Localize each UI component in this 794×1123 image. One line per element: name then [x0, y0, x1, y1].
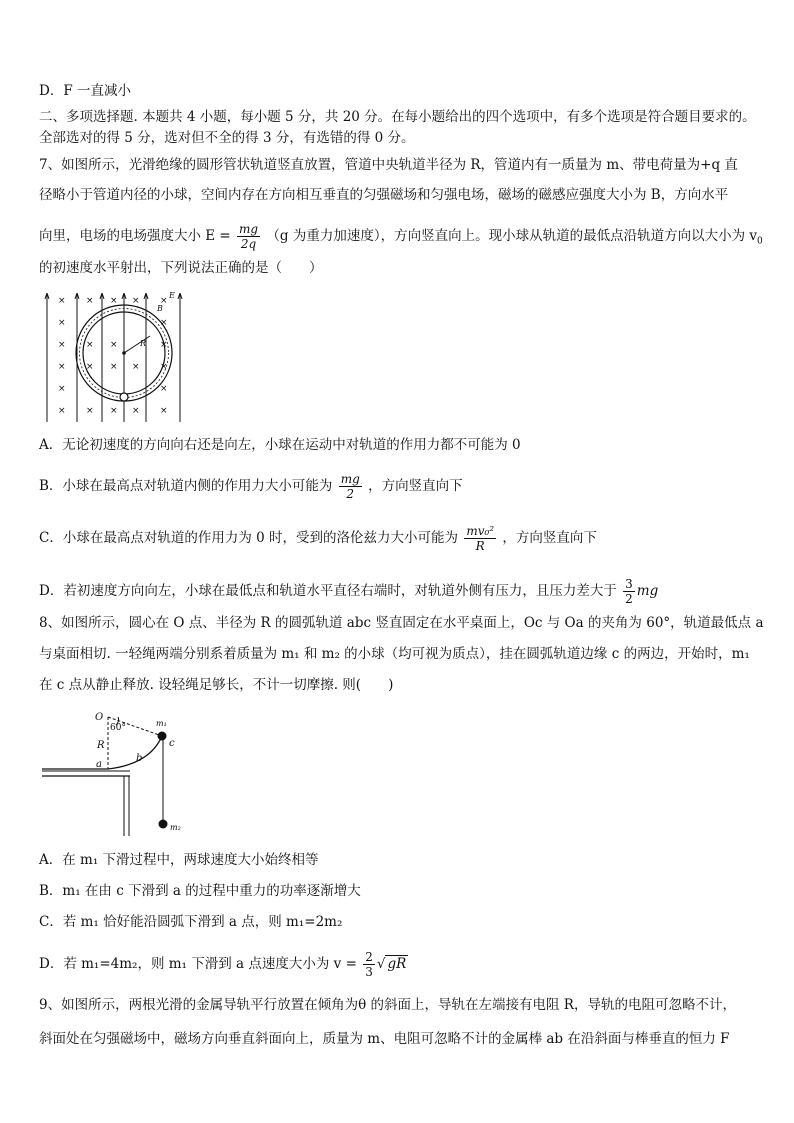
q7-stem-line1: 7、如图所示，光滑绝缘的圆形管状轨道竖直放置，管道中央轨道半径为 R，管道内有一质量为 m、带电荷量为+q 直 — [39, 157, 738, 173]
svg-text:×: × — [160, 296, 168, 306]
q8-stem-line3: 在 c 点从静止释放. 设轻绳足够长，不计一切摩擦. 则( ) — [39, 677, 394, 693]
q7-stem-line2: 径略小于管道内径的小球，空间内存在方向相互垂直的匀强磁场和匀强电场，磁场的磁感应强度大小为 B，方向水平 — [39, 187, 729, 203]
section-header-line2: 全部选对的得 5 分，选对但不全的得 3 分，有选错的得 0 分。 — [39, 130, 415, 146]
svg-text:×: × — [58, 362, 66, 372]
svg-text:×: × — [110, 406, 118, 416]
svg-text:×: × — [110, 340, 118, 350]
svg-text:×: × — [86, 362, 94, 372]
q8-option-c[interactable]: C．若 m₁ 恰好能沿圆弧下滑到 a 点，则 m₁=2m₂ — [39, 914, 343, 930]
q7-option-b[interactable]: B．小球在最高点对轨道内侧的作用力大小可能为 $\frac{mg}{2}$ ，方向竖直向下 — [39, 472, 463, 501]
svg-text:×: × — [58, 296, 66, 306]
q7-stem-line4: 的初速度水平射出，下列说法正确的是（ ） — [39, 260, 323, 276]
q7-option-a[interactable]: A．无论初速度的方向向右还是向左，小球在运动中对轨道的作用力都不可能为 0 — [39, 437, 521, 453]
svg-text:×: × — [160, 318, 168, 328]
prev-option-d: D．F 一直减小 — [39, 83, 131, 99]
label-b: b — [136, 753, 143, 764]
svg-text:×: × — [86, 296, 94, 306]
svg-text:×: × — [160, 340, 168, 350]
label-m2: m₂ — [170, 823, 181, 832]
svg-text:×: × — [86, 406, 94, 416]
q8-figure — [40, 708, 190, 838]
svg-text:×: × — [58, 318, 66, 328]
label-b: B — [157, 304, 163, 313]
q8-stem-line1: 8、如图所示，圆心在 O 点、半径为 R 的圆弧轨道 abc 竖直固定在水平桌面上，Oc 与 Oa 的夹角为 60°，轨道最低点 a — [39, 615, 764, 631]
label-m1: m₁ — [156, 719, 167, 728]
q8-option-b[interactable]: B．m₁ 在由 c 下滑到 a 的过程中重力的功率逐渐增大 — [39, 883, 361, 899]
svg-text:×: × — [58, 340, 66, 350]
fraction: $\frac{2}{3}$ — [365, 950, 373, 979]
center-dot — [122, 351, 126, 355]
label-a: a — [96, 759, 102, 770]
svg-text:×: × — [86, 340, 94, 350]
svg-text:×: × — [160, 384, 168, 394]
ball-m2 — [159, 820, 168, 829]
ball — [120, 393, 128, 401]
q9-stem-line2: 斜面处在匀强磁场中，磁场方向垂直斜面向上，质量为 m、电阻可忽略不计的金属棒 ab 在沿斜面与棒垂直的恒力 F — [39, 1031, 730, 1047]
svg-text:×: × — [132, 406, 140, 416]
label-c: c — [169, 738, 175, 749]
q8-option-a[interactable]: A．在 m₁ 下滑过程中，两球速度大小始终相等 — [39, 852, 319, 868]
ball-m1 — [158, 732, 167, 741]
svg-text:×: × — [110, 296, 118, 306]
q8-option-d[interactable]: D．若 m₁=4m₂，则 m₁ 下滑到 a 点速度大小为 v = $\frac{2}{3}$ √ gR — [39, 950, 407, 979]
label-o: O — [95, 712, 104, 723]
svg-text:×: × — [132, 296, 140, 306]
arc-track — [108, 736, 162, 769]
fraction: $\frac{3}{2}$ — [625, 577, 633, 606]
fraction: $\frac{mg}{2q}$ — [239, 222, 259, 251]
section-header-line1: 二、多项选择题. 本题共 4 小题，每小题 5 分，共 20 分。在每小题给出的四个选项中，有多个选项是符合题目要求的。 — [39, 109, 756, 125]
q7-option-c[interactable]: C．小球在最高点对轨道的作用力为 0 时，受到的洛伦兹力大小可能为 $\frac{\text{mv₀²}}{R}$ ，方向竖直向下 — [39, 524, 597, 553]
svg-text:×: × — [58, 406, 66, 416]
svg-text:×: × — [132, 362, 140, 372]
fraction: $\frac{\text{mv₀²}}{R}$ — [466, 524, 495, 553]
q8-stem-line2: 与桌面相切. 一轻绳两端分别系着质量为 m₁ 和 m₂ 的小球（均可视为质点），挂在圆弧轨道边缘 c 的两边，开始时，m₁ — [39, 646, 750, 662]
label-r: R — [140, 339, 147, 348]
svg-text:×: × — [110, 362, 118, 372]
q7-stem-line3: 向里，电场的电场强度大小 E = $\frac{mg}{2q}$ （g 为重力加速度），方向竖直向上。现小球从轨道的最低点沿轨道方向以大小为 $v_0$ — [39, 222, 763, 251]
svg-text:×: × — [58, 384, 66, 394]
fraction: $\frac{mg}{2}$ — [340, 472, 360, 501]
label-r: R — [97, 740, 105, 751]
label-e: E — [169, 291, 175, 300]
q7-figure — [40, 289, 188, 424]
q7-option-d[interactable]: D．若初速度方向向左，小球在最低点和轨道水平直径右端时，对轨道外侧有压力，且压力差大于 $\frac{3}{2}$ mg — [39, 577, 659, 606]
svg-text:×: × — [160, 406, 168, 416]
q9-stem-line1: 9、如图所示，两根光滑的金属导轨平行放置在倾角为θ 的斜面上，导轨在左端接有电阻 R，导轨的电阻可忽略不计， — [39, 997, 736, 1013]
svg-text:×: × — [160, 362, 168, 372]
label-angle: 60° — [110, 723, 126, 733]
